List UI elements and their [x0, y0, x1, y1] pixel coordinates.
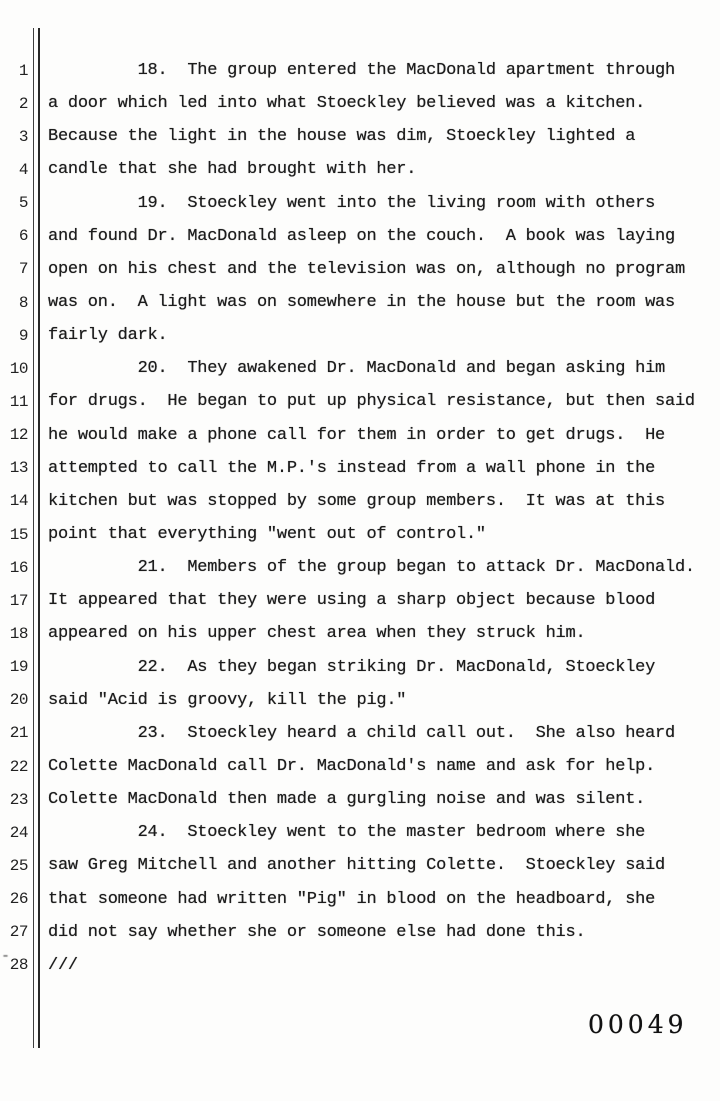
line-text: Colette MacDonald call Dr. MacDonald's name and ask for help.: [48, 757, 656, 777]
document-line: [0, 187, 720, 220]
document-line: [0, 120, 720, 153]
document-line: [0, 883, 720, 916]
line-text: Colette MacDonald then made a gurgling noise and was silent.: [48, 790, 646, 810]
line-text: point that everything "went out of control.": [48, 525, 486, 545]
line-number: 10: [9, 359, 28, 378]
line-number: 5: [18, 194, 28, 213]
document-line: [0, 419, 720, 452]
line-number: 7: [18, 260, 28, 279]
line-text: 24. Stoeckley went to the master bedroom where she: [48, 823, 646, 843]
line-number: 24: [9, 823, 28, 842]
line-number: 22: [9, 757, 28, 776]
document-line: [0, 816, 720, 849]
line-text: was on. A light was on somewhere in the house but the room was: [48, 293, 675, 313]
document-line: [0, 916, 720, 949]
scan-artifact-dash: -: [1, 948, 11, 965]
document-line: [0, 651, 720, 684]
line-text: a door which led into what Stoeckley believed was a kitchen.: [48, 94, 646, 114]
line-number: 9: [18, 326, 28, 345]
document-line: [0, 783, 720, 816]
document-body: [0, 54, 720, 982]
line-text: kitchen but was stopped by some group members. It was at this: [48, 491, 666, 511]
line-text: open on his chest and the television was on, although no program: [48, 259, 685, 279]
document-line: [0, 220, 720, 253]
line-text: 21. Members of the group began to attack Dr. MacDonald.: [48, 558, 695, 578]
line-text: fairly dark.: [48, 326, 168, 346]
line-number: 3: [18, 127, 28, 146]
line-text: 19. Stoeckley went into the living room with others: [48, 193, 656, 213]
line-text: that someone had written "Pig" in blood on the headboard, she: [48, 889, 656, 909]
line-number: 27: [9, 923, 28, 942]
line-number: 20: [9, 691, 28, 710]
line-number: 17: [9, 591, 28, 610]
document-line: [0, 385, 720, 418]
document-line: [0, 253, 720, 286]
document-line: [0, 717, 720, 750]
line-number: 18: [9, 624, 28, 643]
line-number: 4: [18, 160, 28, 179]
document-line: [0, 452, 720, 485]
line-number: 14: [9, 492, 28, 511]
line-text: and found Dr. MacDonald asleep on the couch. A book was laying: [48, 226, 675, 246]
line-text: appeared on his upper chest area when they struck him.: [48, 624, 586, 644]
document-line: [0, 352, 720, 385]
document-line: [0, 684, 720, 717]
line-text: 22. As they began striking Dr. MacDonald, Stoeckley: [48, 657, 656, 677]
document-line: [0, 485, 720, 518]
document-line: [0, 849, 720, 882]
line-number: 12: [9, 426, 28, 445]
line-text: did not say whether she or someone else had done this.: [48, 922, 586, 942]
bates-stamp-number: 00049: [588, 1010, 688, 1039]
line-text: he would make a phone call for them in order to get drugs. He: [48, 425, 666, 445]
line-text: Because the light in the house was dim, Stoeckley lighted a: [48, 127, 636, 147]
document-line: [0, 551, 720, 584]
line-number: 8: [18, 293, 28, 312]
document-line: [0, 54, 720, 87]
line-text: 18. The group entered the MacDonald apartment through: [48, 61, 675, 81]
line-text: It appeared that they were using a sharp object because blood: [48, 591, 656, 611]
document-line: [0, 319, 720, 352]
document-line: [0, 153, 720, 186]
document-line: [0, 87, 720, 120]
line-text: attempted to call the M.P.'s instead from a wall phone in the: [48, 458, 656, 478]
line-text: said "Acid is groovy, kill the pig.": [48, 690, 407, 710]
line-text: for drugs. He began to put up physical resistance, but then said: [48, 392, 695, 412]
line-number: 19: [9, 658, 28, 677]
line-number: 25: [9, 856, 28, 875]
line-number: 21: [9, 724, 28, 743]
line-number: 16: [9, 558, 28, 577]
document-line: [0, 949, 720, 982]
document-line: [0, 286, 720, 319]
document-line: [0, 584, 720, 617]
line-text: ///: [48, 955, 78, 975]
line-number: 26: [9, 890, 28, 909]
line-text: candle that she had brought with her.: [48, 160, 417, 180]
line-number: 1: [18, 61, 28, 80]
line-number: 2: [18, 94, 28, 113]
line-number: 11: [9, 392, 28, 411]
line-text: 23. Stoeckley heard a child call out. She also heard: [48, 723, 675, 743]
line-number: 23: [9, 790, 28, 809]
document-line: [0, 617, 720, 650]
line-text: saw Greg Mitchell and another hitting Colette. Stoeckley said: [48, 856, 666, 876]
line-number: 28: [9, 956, 28, 975]
line-number: 6: [18, 227, 28, 246]
line-number: 15: [9, 525, 28, 544]
document-line: [0, 518, 720, 551]
line-number: 13: [9, 459, 28, 478]
line-text: 20. They awakened Dr. MacDonald and began asking him: [48, 359, 666, 379]
document-line: [0, 750, 720, 783]
